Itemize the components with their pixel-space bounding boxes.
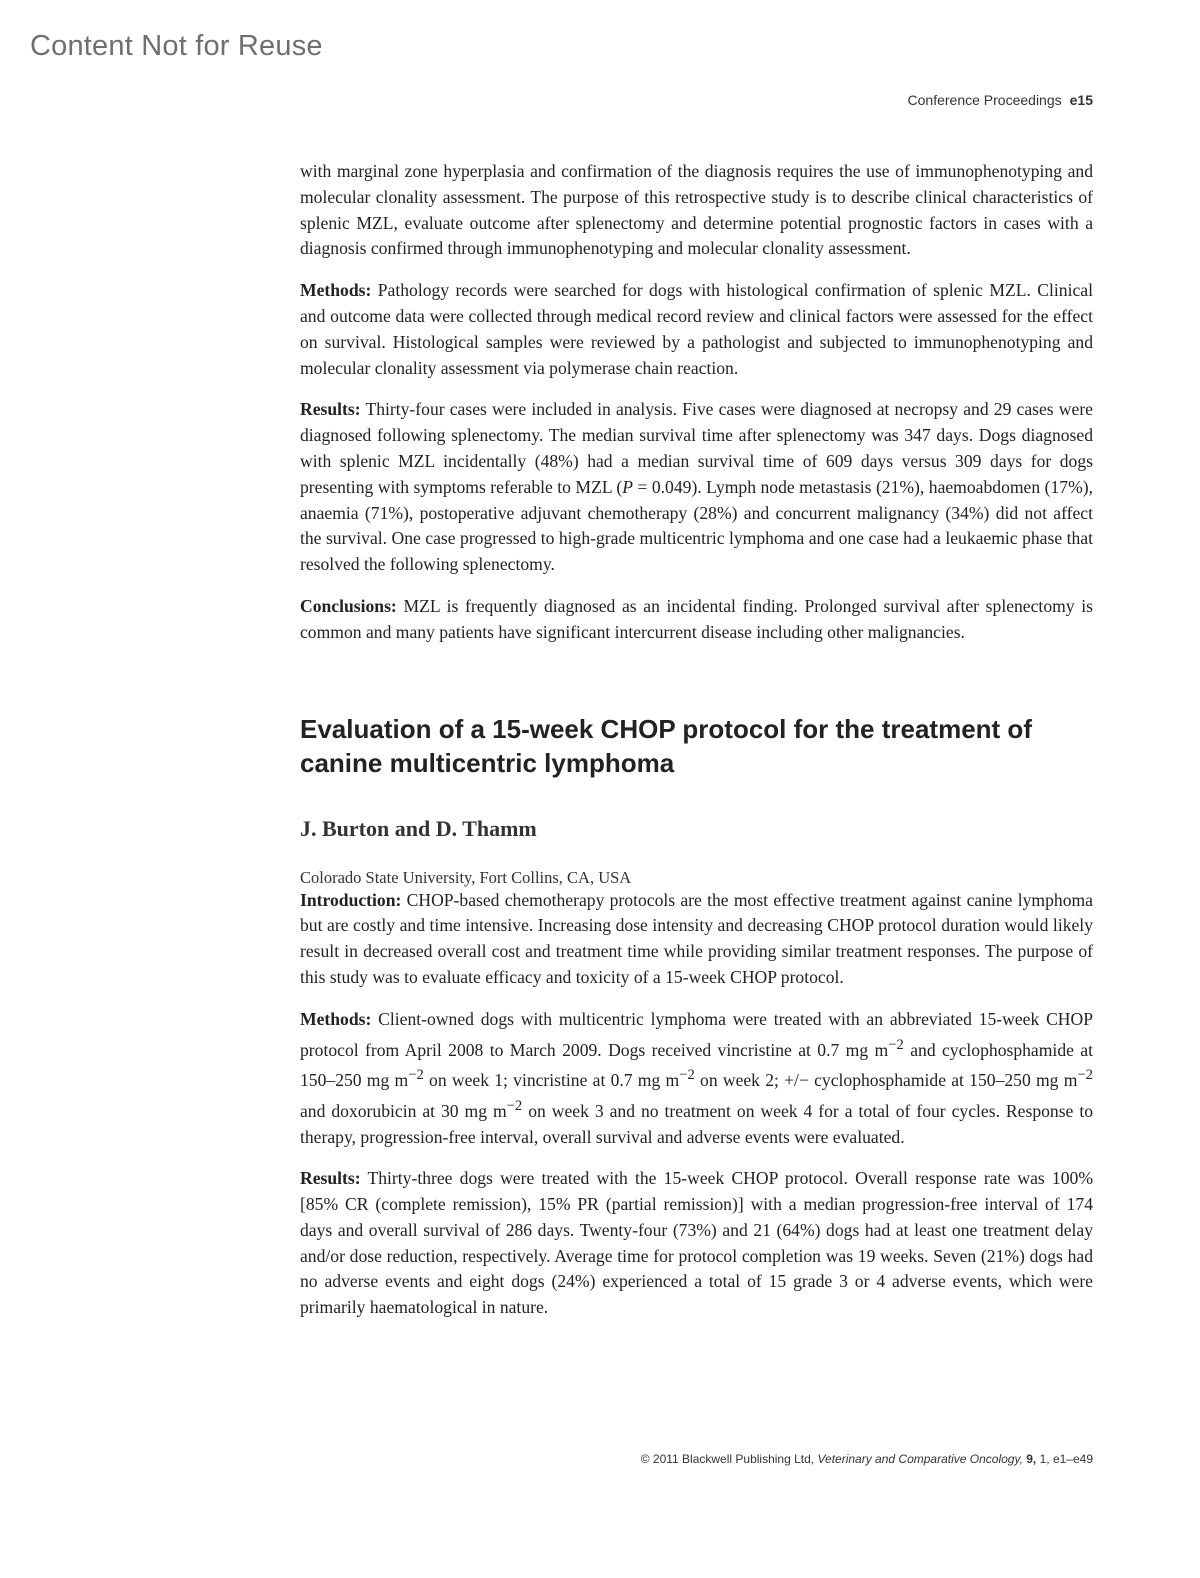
prev-abstract-methods <box>300 278 1093 381</box>
main-column <box>300 159 1093 1337</box>
section-name: Conference Proceedings <box>907 92 1062 108</box>
introduction-text: CHOP-based chemotherapy protocols are the most effective treatment against canine lymphoma but are costly and time intensive. Increasing dose intensity and decreasing CHOP protocol duration would likely result in decreased overall cost and treatment time while providing similar treatment responses. The purpose of this study was to evaluate efficacy and toxicity of a 15-week CHOP protocol. <box>300 889 1093 987</box>
article-title: Evaluation of a 15-week CHOP protocol for the treatment of canine multicentric lymphoma <box>300 713 1032 778</box>
unit-exponent: −2 <box>679 1067 695 1084</box>
page-footer <box>300 1452 1093 1466</box>
methods-text: Pathology records were searched for dogs with histological confirmation of splenic MZL. Clinical and outcome data were collected through medical record review and clinical factors were assessed for the effect on survival. Histological samples were reviewed by a pathologist and subjected to immunophenotyping and molecular clonality assessment via polymerase chain reaction. <box>300 280 1093 378</box>
conclusions-text: MZL is frequently diagnosed as an incidental finding. Prolonged survival after splenectomy is common and many patients have significant intercurrent disease including other malignancies. <box>300 595 1093 642</box>
methods-text-c: on week 1; vincristine at 0.7 mg m <box>423 1070 680 1091</box>
article-results <box>300 1166 1093 1321</box>
journal-name: Veterinary and Comparative Oncology, <box>817 1452 1023 1466</box>
methods-text-f: on week 3 and no treatment on week 4 for a total of four cycles. Response to therapy, progression-free interval, overall survival and adverse events were evaluated. <box>300 1100 1094 1147</box>
results-text: Thirty-three dogs were treated with the 15-week CHOP protocol. Overall response rate was 100% [85% CR (complete remission), 15% PR (partial remission)] with a median progression-free interval of 174 days and overall survival of 286 days. Twenty-four (73%) and 21 (64%) dogs had at least one treatment delay and/or dose reduction, respectively. Average time for protocol completion was 19 weeks. Seven (21%) dogs had no adverse events and eight dogs (24%) experienced a total of 15 grade 3 or 4 adverse events, which were primarily haematological in nature. <box>300 1168 1093 1318</box>
page-number: e15 <box>1069 92 1093 108</box>
results-text-part2: = 0.049). Lymph node metastasis (21%), haemoabdomen (17%), anaemia (71%), postoperative adjuvant chemotherapy (28%) and concurrent malignancy (34%) did not affect the survival. One case progressed to high-grade multicentric lymphoma and one case had a leukaemic phase that resolved the following splenectomy. <box>300 476 1093 575</box>
unit-exponent: −2 <box>1077 1067 1093 1084</box>
prev-abstract-conclusions <box>300 594 1093 646</box>
methods-text-a: Client-owned dogs with multicentric lymphoma were treated with an abbreviated 15-week CHOP protocol from April 2008 to March 2009. Dogs received vincristine at 0.7 mg m <box>300 1008 1093 1060</box>
volume: 9, <box>1026 1452 1037 1466</box>
unit-exponent: −2 <box>506 1097 523 1114</box>
p-value-symbol: P <box>622 476 633 497</box>
methods-text-d: on week 2; +/− cyclophosphamide at 150–250 mg m <box>694 1070 1078 1091</box>
methods-label: Methods: <box>300 1008 372 1029</box>
issue-pages: 1, e1–e49 <box>1039 1452 1093 1466</box>
article-introduction <box>300 888 1093 991</box>
methods-text-e: and doxorubicin at 30 mg m <box>300 1100 507 1121</box>
unit-exponent: −2 <box>408 1067 424 1084</box>
results-label: Results: <box>300 399 361 420</box>
article-authors: J. Burton and D. Thamm <box>300 815 537 841</box>
results-label: Results: <box>300 1168 361 1189</box>
article-affiliation: Colorado State University, Fort Collins, CA, USA <box>300 867 632 887</box>
running-head <box>300 92 1093 108</box>
watermark: Content Not for Reuse <box>30 30 323 62</box>
unit-exponent: −2 <box>888 1036 904 1053</box>
introduction-label: Introduction: <box>300 889 402 910</box>
methods-label: Methods: <box>300 280 372 301</box>
conclusions-label: Conclusions: <box>300 595 397 616</box>
copyright: © 2011 Blackwell Publishing Ltd, <box>640 1452 815 1466</box>
prev-abstract-results <box>300 397 1093 578</box>
methods-text-b: and cyclophosphamide at 150–250 mg m <box>300 1039 1094 1091</box>
results-text-part1: Thirty-four cases were included in analysis. Five cases were diagnosed at necropsy and 29 cases were diagnosed following splenectomy. The median survival time after splenectomy was 347 days. Dogs diagnosed with splenic MZL incidentally (48%) had a median survival time of 609 days versus 309 days for dogs presenting with symptoms referable to MZL ( <box>300 399 1093 497</box>
prev-abstract-continuation: with marginal zone hyperplasia and confirmation of the diagnosis requires the use of immunophenotyping and molecular clonality assessment. The purpose of this retrospective study is to describe clinical characteristics of splenic MZL, evaluate outcome after splenectomy and determine potential prognostic factors in cases with a diagnosis confirmed through immunophenotyping and molecular clonality assessment. <box>300 161 1093 259</box>
article-methods <box>300 1007 1093 1151</box>
